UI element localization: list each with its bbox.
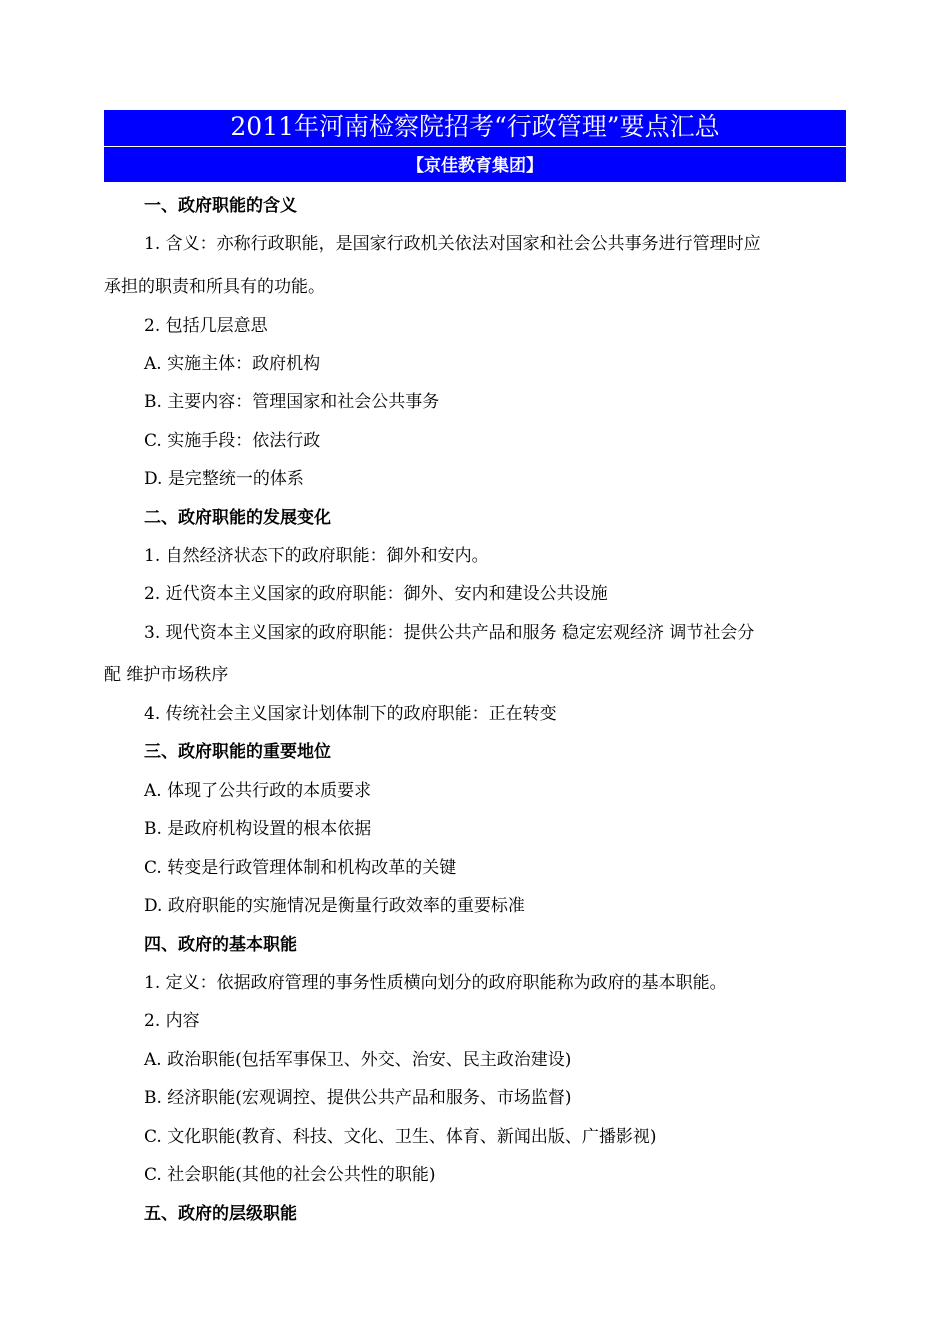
banner-divider	[104, 146, 846, 147]
body-line: 1. 定义：依据政府管理的事务性质横向划分的政府职能称为政府的基本职能。	[144, 973, 727, 993]
section-heading-4: 四、政府的基本职能	[144, 935, 297, 955]
body-line: A. 实施主体：政府机构	[144, 354, 321, 374]
body-line: B. 是政府机构设置的根本依据	[144, 819, 372, 839]
body-line: D. 政府职能的实施情况是衡量行政效率的重要标准	[144, 896, 525, 916]
document-title: 2011年河南检察院招考“行政管理”要点汇总	[230, 112, 720, 141]
body-line: B. 经济职能(宏观调控、提供公共产品和服务、市场监督)	[144, 1088, 572, 1108]
body-line: B. 主要内容：管理国家和社会公共事务	[144, 392, 440, 412]
body-line: C. 社会职能(其他的社会公共性的职能)	[144, 1165, 436, 1185]
body-line: 2. 近代资本主义国家的政府职能：御外、安内和建设公共设施	[144, 584, 608, 604]
body-line: 1. 含义：亦称行政职能，是国家行政机关依法对国家和社会公共事务进行管理时应	[144, 234, 761, 254]
body-line: 4. 传统社会主义国家计划体制下的政府职能：正在转变	[144, 704, 557, 724]
body-line: 2. 包括几层意思	[144, 316, 268, 336]
section-heading-1: 一、政府职能的含义	[144, 196, 297, 216]
body-line: 配 维护市场秩序	[104, 665, 229, 685]
body-line: A. 政治职能(包括军事保卫、外交、治安、民主政治建设)	[144, 1050, 572, 1070]
document-subtitle: 【京佳教育集团】	[407, 156, 543, 176]
body-line: 1. 自然经济状态下的政府职能：御外和安内。	[144, 546, 489, 566]
body-line: C. 实施手段：依法行政	[144, 431, 321, 451]
body-line: C. 文化职能(教育、科技、文化、卫生、体育、新闻出版、广播影视)	[144, 1127, 657, 1147]
body-line: 承担的职责和所具有的功能。	[104, 277, 325, 297]
body-line: 2. 内容	[144, 1011, 200, 1031]
body-line: C. 转变是行政管理体制和机构改革的关键	[144, 858, 457, 878]
section-heading-2: 二、政府职能的发展变化	[144, 508, 331, 528]
title-banner	[104, 110, 846, 182]
body-line: A. 体现了公共行政的本质要求	[144, 781, 372, 801]
body-line: D. 是完整统一的体系	[144, 469, 304, 489]
section-heading-3: 三、政府职能的重要地位	[144, 742, 331, 762]
body-line: 3. 现代资本主义国家的政府职能：提供公共产品和服务 稳定宏观经济 调节社会分	[144, 623, 755, 643]
section-heading-5: 五、政府的层级职能	[144, 1204, 297, 1224]
